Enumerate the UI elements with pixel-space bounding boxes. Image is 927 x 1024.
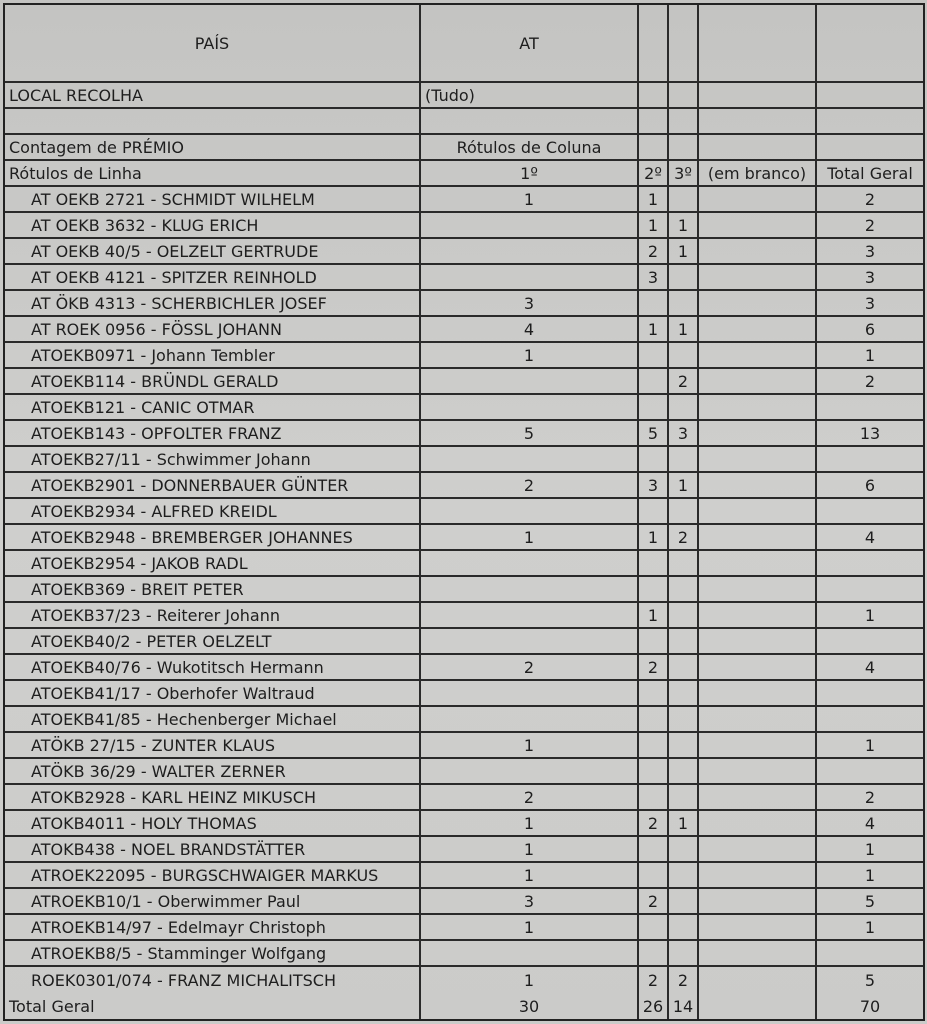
table-row bbox=[5, 863, 923, 889]
count-blank bbox=[699, 395, 817, 419]
row-label: ATOEKB37/23 - Reiterer Johann bbox=[5, 603, 421, 627]
table-row bbox=[5, 447, 923, 473]
row-label: ATOKB4011 - HOLY THOMAS bbox=[5, 811, 421, 835]
row-label: ATROEKB8/5 - Stamminger Wolfgang bbox=[5, 941, 421, 965]
count-3rd: 1 bbox=[669, 473, 699, 497]
count-1st: 1 bbox=[421, 733, 639, 757]
count-row bbox=[5, 135, 923, 161]
grand-total-total: 70 bbox=[859, 996, 881, 1016]
empty-cell bbox=[817, 109, 923, 133]
column-labels: Rótulos de Coluna bbox=[421, 135, 639, 159]
table-row bbox=[5, 629, 923, 655]
count-2nd bbox=[639, 447, 669, 471]
count-2nd bbox=[639, 915, 669, 939]
empty-cell bbox=[5, 109, 421, 133]
empty-cell bbox=[699, 83, 817, 107]
count-1st: 1 bbox=[421, 863, 639, 887]
count-blank bbox=[699, 811, 817, 835]
empty-cell bbox=[669, 109, 699, 133]
empty-cell bbox=[699, 109, 817, 133]
row-label: ATOEKB2901 - DONNERBAUER GÜNTER bbox=[5, 473, 421, 497]
row-label: ATOEKB40/2 - PETER OELZELT bbox=[5, 629, 421, 653]
table-row bbox=[5, 421, 923, 447]
row-total bbox=[817, 577, 923, 601]
grand-total-3rd: 14 bbox=[669, 993, 699, 1019]
count-1st: 3 bbox=[421, 889, 639, 913]
empty-cell bbox=[699, 135, 817, 159]
row-label: ATROEKB10/1 - Oberwimmer Paul bbox=[5, 889, 421, 913]
count-2nd bbox=[639, 629, 669, 653]
count-3rd bbox=[669, 655, 699, 679]
table-row bbox=[5, 265, 923, 291]
row-label: AT OEKB 40/5 - OELZELT GERTRUDE bbox=[5, 239, 421, 263]
table-row bbox=[5, 291, 923, 317]
count-blank bbox=[699, 525, 817, 549]
count-2nd: 1 bbox=[639, 317, 669, 341]
count-2nd: 1 bbox=[639, 213, 669, 237]
row-total bbox=[817, 447, 923, 471]
count-3rd bbox=[669, 941, 699, 965]
row-total: 4 bbox=[864, 527, 876, 547]
count-2nd bbox=[639, 941, 669, 965]
count-1st: 2 bbox=[421, 473, 639, 497]
row-label: ATOEKB369 - BREIT PETER bbox=[5, 577, 421, 601]
row-total bbox=[817, 395, 923, 419]
count-2nd bbox=[639, 499, 669, 523]
table-row bbox=[5, 889, 923, 915]
grand-total-label: Total Geral bbox=[5, 993, 421, 1019]
row-label: ATROEKB14/97 - Edelmayr Christoph bbox=[5, 915, 421, 939]
count-2nd: 1 bbox=[639, 603, 669, 627]
row-label: AT OEKB 2721 - SCHMIDT WILHELM bbox=[5, 187, 421, 211]
table-row bbox=[5, 733, 923, 759]
row-total bbox=[817, 499, 923, 523]
count-3rd: 1 bbox=[669, 317, 699, 341]
count-3rd bbox=[669, 629, 699, 653]
table-row bbox=[5, 577, 923, 603]
row-total bbox=[817, 629, 923, 653]
row-label: ATOEKB2934 - ALFRED KREIDL bbox=[5, 499, 421, 523]
empty-cell bbox=[639, 109, 669, 133]
table-row bbox=[5, 707, 923, 733]
count-3rd bbox=[669, 915, 699, 939]
table-row bbox=[5, 941, 923, 967]
data-rows bbox=[5, 187, 923, 993]
count-1st bbox=[421, 499, 639, 523]
empty-cell bbox=[639, 83, 669, 107]
count-3rd: 1 bbox=[669, 239, 699, 263]
row-label: ATOEKB0971 - Johann Tembler bbox=[5, 343, 421, 367]
count-3rd: 1 bbox=[669, 213, 699, 237]
count-blank bbox=[699, 343, 817, 367]
count-blank bbox=[699, 733, 817, 757]
count-blank bbox=[699, 837, 817, 861]
column-header-2nd: 2º bbox=[639, 161, 669, 185]
empty-cell bbox=[669, 83, 699, 107]
row-total: 3 bbox=[864, 293, 876, 313]
count-1st bbox=[421, 629, 639, 653]
count-3rd bbox=[669, 499, 699, 523]
row-label: ATROEK22095 - BURGSCHWAIGER MARKUS bbox=[5, 863, 421, 887]
row-total: 6 bbox=[864, 475, 876, 495]
blank-row bbox=[5, 109, 923, 135]
count-blank bbox=[699, 889, 817, 913]
count-1st: 2 bbox=[421, 655, 639, 679]
count-1st: 2 bbox=[421, 785, 639, 809]
table-row bbox=[5, 395, 923, 421]
table-row bbox=[5, 785, 923, 811]
count-1st: 1 bbox=[421, 915, 639, 939]
count-3rd bbox=[669, 889, 699, 913]
column-header-row bbox=[5, 161, 923, 187]
count-blank bbox=[699, 759, 817, 783]
count-2nd bbox=[639, 551, 669, 575]
row-total: 2 bbox=[864, 215, 876, 235]
empty-cell bbox=[817, 135, 923, 159]
row-label: ATOEKB121 - CANIC OTMAR bbox=[5, 395, 421, 419]
pivot-table bbox=[3, 3, 925, 1021]
count-3rd: 2 bbox=[669, 525, 699, 549]
count-2nd bbox=[639, 707, 669, 731]
table-row bbox=[5, 187, 923, 213]
row-total: 1 bbox=[864, 345, 876, 365]
row-total: 2 bbox=[864, 189, 876, 209]
table-row bbox=[5, 915, 923, 941]
empty-cell bbox=[669, 135, 699, 159]
count-1st: 4 bbox=[421, 317, 639, 341]
row-label: AT OEKB 3632 - KLUG ERICH bbox=[5, 213, 421, 237]
count-3rd: 3 bbox=[669, 421, 699, 445]
count-3rd bbox=[669, 759, 699, 783]
count-blank bbox=[699, 967, 817, 993]
count-3rd bbox=[669, 551, 699, 575]
empty-cell bbox=[639, 5, 669, 81]
count-2nd bbox=[639, 395, 669, 419]
count-1st: 3 bbox=[421, 291, 639, 315]
table-row bbox=[5, 759, 923, 785]
table-row bbox=[5, 551, 923, 577]
count-blank bbox=[699, 499, 817, 523]
count-2nd bbox=[639, 863, 669, 887]
count-1st: 1 bbox=[421, 967, 639, 993]
count-1st bbox=[421, 239, 639, 263]
column-header-3rd: 3º bbox=[669, 161, 699, 185]
count-2nd bbox=[639, 343, 669, 367]
table-row bbox=[5, 473, 923, 499]
grand-total-blank bbox=[699, 993, 817, 1019]
count-blank bbox=[699, 213, 817, 237]
count-1st bbox=[421, 213, 639, 237]
row-label: AT ROEK 0956 - FÖSSL JOHANN bbox=[5, 317, 421, 341]
row-total: 1 bbox=[864, 839, 876, 859]
count-3rd bbox=[669, 187, 699, 211]
empty-cell bbox=[639, 135, 669, 159]
table-row bbox=[5, 525, 923, 551]
country-value: AT bbox=[421, 5, 639, 81]
row-label: ATOEKB40/76 - Wukotitsch Hermann bbox=[5, 655, 421, 679]
count-3rd bbox=[669, 265, 699, 289]
count-1st: 1 bbox=[421, 187, 639, 211]
count-1st: 1 bbox=[421, 837, 639, 861]
row-total bbox=[817, 551, 923, 575]
grand-total-row bbox=[5, 993, 923, 1019]
count-2nd bbox=[639, 369, 669, 393]
count-blank bbox=[699, 551, 817, 575]
column-header-1st: 1º bbox=[421, 161, 639, 185]
row-total: 1 bbox=[864, 865, 876, 885]
count-blank bbox=[699, 473, 817, 497]
row-label: ATOKB438 - NOEL BRANDSTÄTTER bbox=[5, 837, 421, 861]
count-2nd bbox=[639, 681, 669, 705]
count-3rd bbox=[669, 837, 699, 861]
count-2nd: 5 bbox=[639, 421, 669, 445]
count-3rd bbox=[669, 603, 699, 627]
count-blank bbox=[699, 291, 817, 315]
count-1st: 5 bbox=[421, 421, 639, 445]
count-3rd bbox=[669, 577, 699, 601]
count-2nd: 2 bbox=[639, 811, 669, 835]
count-1st bbox=[421, 447, 639, 471]
row-label: AT ÖKB 4313 - SCHERBICHLER JOSEF bbox=[5, 291, 421, 315]
count-3rd bbox=[669, 447, 699, 471]
row-label: ATOEKB41/85 - Hechenberger Michael bbox=[5, 707, 421, 731]
count-1st bbox=[421, 551, 639, 575]
column-header-blank: (em branco) bbox=[699, 161, 817, 185]
count-1st bbox=[421, 395, 639, 419]
count-blank bbox=[699, 629, 817, 653]
count-1st: 1 bbox=[421, 525, 639, 549]
row-label: AT OEKB 4121 - SPITZER REINHOLD bbox=[5, 265, 421, 289]
count-2nd bbox=[639, 837, 669, 861]
row-label: ATOEKB2954 - JAKOB RADL bbox=[5, 551, 421, 575]
count-3rd bbox=[669, 343, 699, 367]
header-row bbox=[5, 5, 923, 83]
row-total: 1 bbox=[864, 735, 876, 755]
count-2nd: 2 bbox=[639, 889, 669, 913]
count-3rd bbox=[669, 395, 699, 419]
count-2nd: 1 bbox=[639, 525, 669, 549]
row-total: 6 bbox=[864, 319, 876, 339]
count-2nd: 3 bbox=[639, 473, 669, 497]
count-1st bbox=[421, 603, 639, 627]
row-label: ATOEKB2948 - BREMBERGER JOHANNES bbox=[5, 525, 421, 549]
table-row bbox=[5, 213, 923, 239]
count-blank bbox=[699, 915, 817, 939]
grand-total-2nd: 26 bbox=[639, 993, 669, 1019]
row-label: ATÖKB 36/29 - WALTER ZERNER bbox=[5, 759, 421, 783]
count-3rd bbox=[669, 681, 699, 705]
row-total: 1 bbox=[864, 917, 876, 937]
count-blank bbox=[699, 447, 817, 471]
row-total: 3 bbox=[864, 241, 876, 261]
count-2nd bbox=[639, 785, 669, 809]
count-2nd bbox=[639, 733, 669, 757]
count-3rd: 2 bbox=[669, 967, 699, 993]
row-total bbox=[817, 941, 923, 965]
grand-total-1st: 30 bbox=[421, 993, 639, 1019]
count-label: Contagem de PRÉMIO bbox=[5, 135, 421, 159]
count-2nd bbox=[639, 577, 669, 601]
count-blank bbox=[699, 681, 817, 705]
count-2nd: 2 bbox=[639, 655, 669, 679]
empty-cell bbox=[817, 83, 923, 107]
count-blank bbox=[699, 655, 817, 679]
row-total: 2 bbox=[864, 371, 876, 391]
count-blank bbox=[699, 369, 817, 393]
row-total: 3 bbox=[864, 267, 876, 287]
filter-row bbox=[5, 83, 923, 109]
table-row bbox=[5, 499, 923, 525]
count-2nd bbox=[639, 291, 669, 315]
count-blank bbox=[699, 603, 817, 627]
row-label: ATÖKB 27/15 - ZUNTER KLAUS bbox=[5, 733, 421, 757]
table-row bbox=[5, 655, 923, 681]
count-blank bbox=[699, 421, 817, 445]
row-total bbox=[817, 707, 923, 731]
count-1st bbox=[421, 941, 639, 965]
count-blank bbox=[699, 707, 817, 731]
count-3rd bbox=[669, 785, 699, 809]
table-row bbox=[5, 317, 923, 343]
count-blank bbox=[699, 863, 817, 887]
row-total: 5 bbox=[864, 970, 876, 990]
row-label: ATOEKB27/11 - Schwimmer Johann bbox=[5, 447, 421, 471]
table-row bbox=[5, 967, 923, 993]
row-total: 5 bbox=[864, 891, 876, 911]
count-2nd: 1 bbox=[639, 187, 669, 211]
count-1st bbox=[421, 681, 639, 705]
count-2nd bbox=[639, 759, 669, 783]
table-row bbox=[5, 343, 923, 369]
row-total: 13 bbox=[859, 423, 881, 443]
count-3rd bbox=[669, 733, 699, 757]
row-total: 4 bbox=[864, 657, 876, 677]
row-total: 2 bbox=[864, 787, 876, 807]
empty-cell bbox=[817, 5, 923, 81]
table-row bbox=[5, 837, 923, 863]
filter-label: LOCAL RECOLHA bbox=[5, 83, 421, 107]
count-3rd bbox=[669, 291, 699, 315]
row-label: ATOEKB114 - BRÜNDL GERALD bbox=[5, 369, 421, 393]
table-row bbox=[5, 603, 923, 629]
row-total: 4 bbox=[864, 813, 876, 833]
row-label: ATOEKB143 - OPFOLTER FRANZ bbox=[5, 421, 421, 445]
count-2nd: 3 bbox=[639, 265, 669, 289]
count-blank bbox=[699, 239, 817, 263]
count-1st bbox=[421, 577, 639, 601]
table-row bbox=[5, 811, 923, 837]
count-blank bbox=[699, 187, 817, 211]
count-blank bbox=[699, 941, 817, 965]
count-blank bbox=[699, 785, 817, 809]
count-1st bbox=[421, 265, 639, 289]
count-1st: 1 bbox=[421, 811, 639, 835]
count-blank bbox=[699, 317, 817, 341]
count-3rd: 1 bbox=[669, 811, 699, 835]
count-3rd bbox=[669, 707, 699, 731]
row-total bbox=[817, 759, 923, 783]
count-1st bbox=[421, 707, 639, 731]
count-3rd: 2 bbox=[669, 369, 699, 393]
country-label: PAÍS bbox=[5, 5, 421, 81]
row-label: ATOKB2928 - KARL HEINZ MIKUSCH bbox=[5, 785, 421, 809]
row-total bbox=[817, 681, 923, 705]
count-1st bbox=[421, 759, 639, 783]
count-2nd: 2 bbox=[639, 967, 669, 993]
count-1st bbox=[421, 369, 639, 393]
table-row bbox=[5, 681, 923, 707]
table-row bbox=[5, 239, 923, 265]
count-3rd bbox=[669, 863, 699, 887]
count-2nd: 2 bbox=[639, 239, 669, 263]
column-header-total: Total Geral bbox=[827, 163, 913, 183]
filter-value: (Tudo) bbox=[421, 83, 639, 107]
row-label: ROEK0301/074 - FRANZ MICHALITSCH bbox=[5, 967, 421, 993]
row-labels: Rótulos de Linha bbox=[5, 161, 421, 185]
empty-cell bbox=[421, 109, 639, 133]
count-1st: 1 bbox=[421, 343, 639, 367]
table-row bbox=[5, 369, 923, 395]
count-blank bbox=[699, 265, 817, 289]
row-total: 1 bbox=[864, 605, 876, 625]
row-label: ATOEKB41/17 - Oberhofer Waltraud bbox=[5, 681, 421, 705]
empty-cell bbox=[669, 5, 699, 81]
empty-cell bbox=[699, 5, 817, 81]
count-blank bbox=[699, 577, 817, 601]
